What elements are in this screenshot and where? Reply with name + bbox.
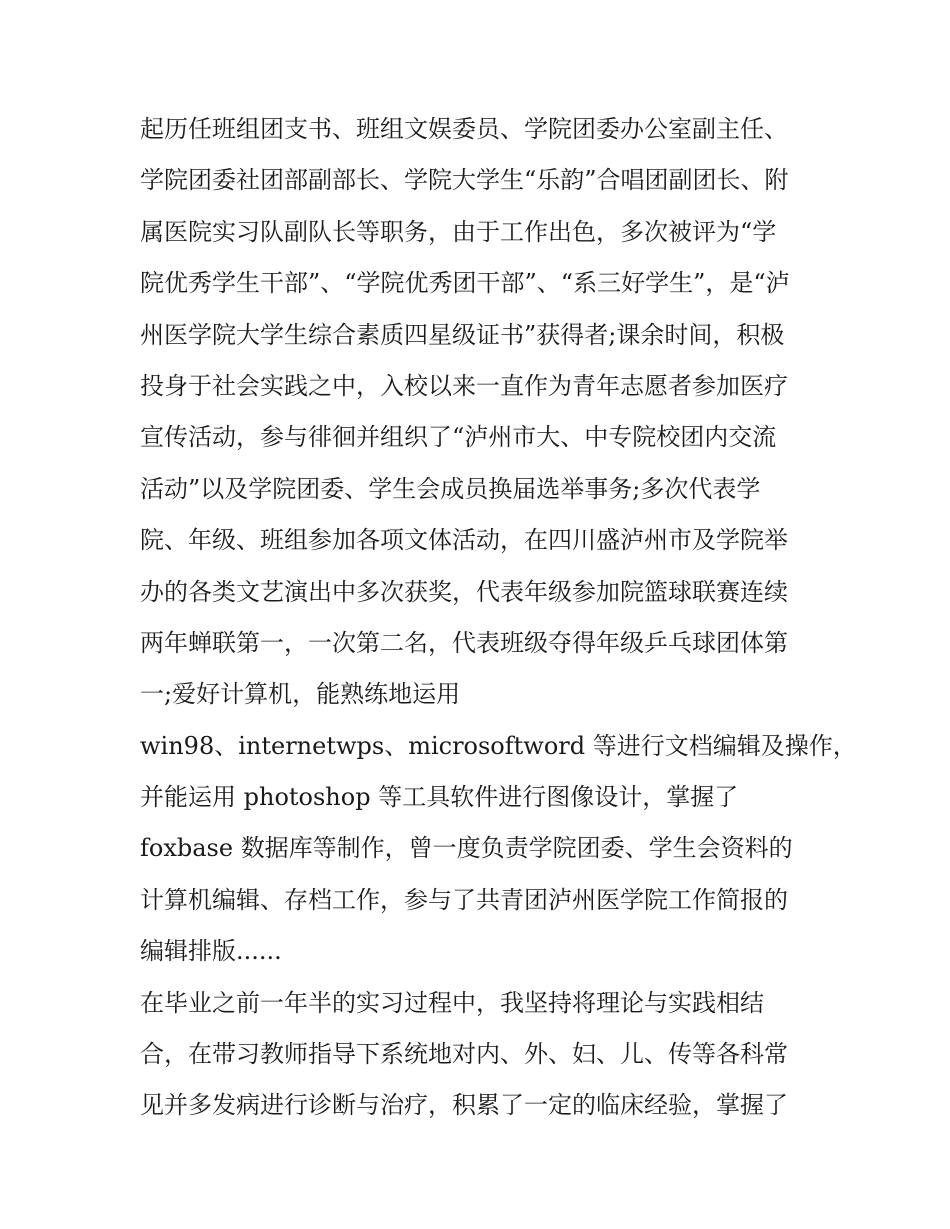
text-line: 合，在带习教师指导下系统地对内、外、妇、儿、传等各科常 [140,1040,788,1069]
text-line: 州医学院大学生综合素质四星级证书”获得者;课余时间，积极 [140,320,785,349]
text-line: win98、internetwps、microsoftword 等进行文档编辑及操作， [140,731,857,760]
text-line: 编辑排版...... [140,937,282,966]
text-line: 两年蝉联第一，一次第二名，代表班级夺得年级乒乓球团体第 [140,628,788,657]
text-line: 宣传活动，参与徘徊并组织了“泸州市大、中专院校团内交流 [140,423,777,452]
text-line: 院优秀学生干部”、“学院优秀团干部”、“系三好学生”，是“泸 [140,269,790,298]
text-line: 一;爱好计算机，能熟练地运用 [140,680,461,709]
text-line: 活动”以及学院团委、学生会成员换届选举事务;多次代表学 [140,474,761,503]
text-line: 投身于社会实践之中，入校以来一直作为青年志愿者参加医疗 [140,371,788,400]
text-line: 起历任班组团支书、班组文娱委员、学院团委办公室副主任、 [140,115,788,143]
text-line: 并能运用 photoshop 等工具软件进行图像设计，掌握了 [140,783,739,812]
text-line: foxbase 数据库等制作，曾一度负责学院团委、学生会资料的 [140,834,793,863]
text-line: 办的各类文艺演出中多次获奖，代表年级参加院篮球联赛连续 [140,577,788,606]
text-line: 见并多发病进行诊断与治疗，积累了一定的临床经验，掌握了 [140,1091,788,1120]
text-line: 院、年级、班组参加各项文体活动，在四川盛泸州市及学院举 [140,526,788,555]
document-body [140,104,857,1132]
text-line: 学院团委社团部副部长、学院大学生“乐韵”合唱团副团长、附 [140,166,789,195]
text-line: 计算机编辑、存档工作，参与了共青团泸州医学院工作简报的 [140,885,788,914]
text-line: 在毕业之前一年半的实习过程中，我坚持将理论与实践相结 [140,988,764,1017]
text-line: 属医院实习队副队长等职务，由于工作出色，多次被评为“学 [140,217,777,246]
